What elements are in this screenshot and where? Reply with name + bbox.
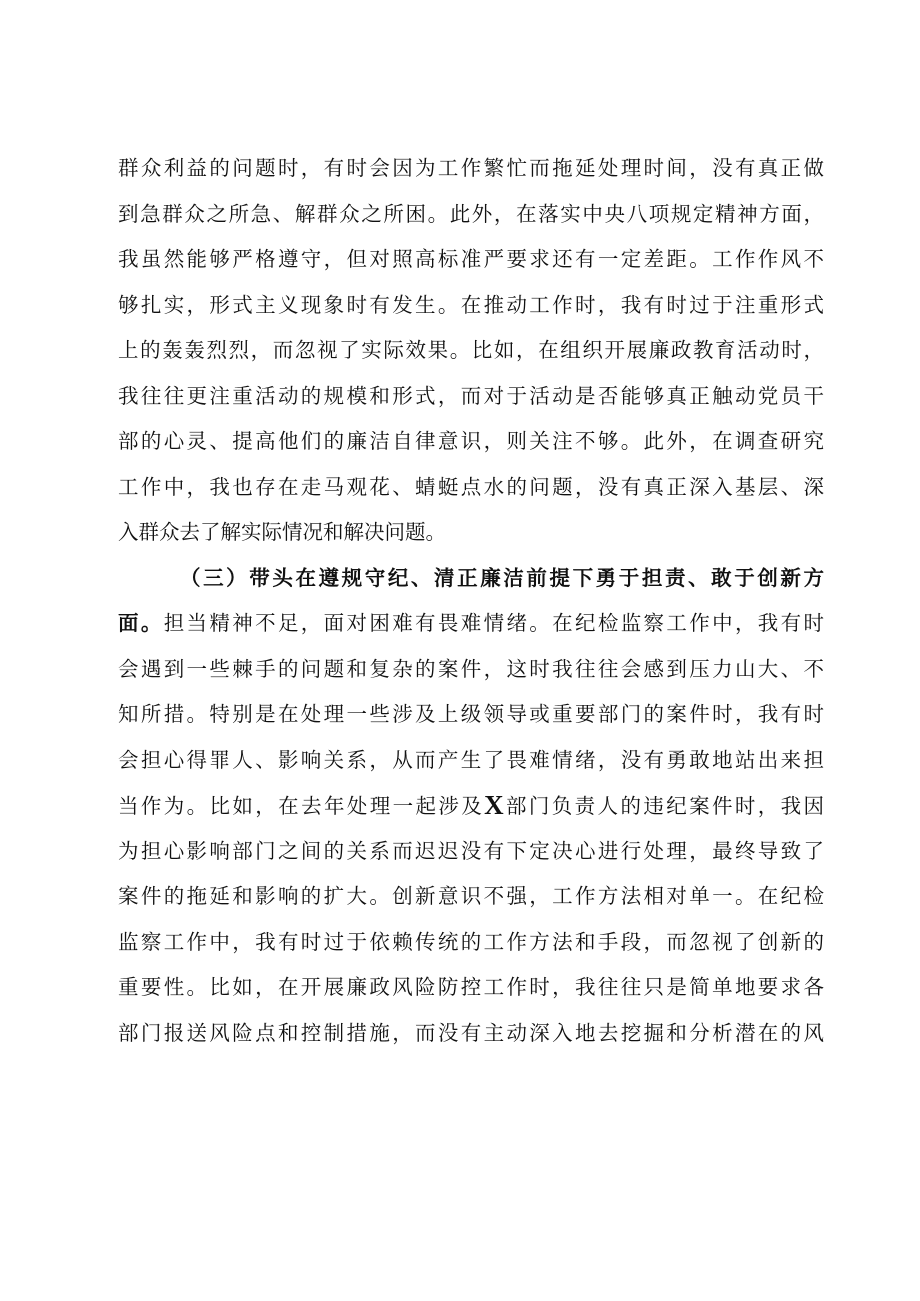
section-3-line-7: 为担心影响部门之间的关系而迟迟没有下定决心进行处理，最终导致了 [118, 838, 824, 863]
paragraph-1-line-1: 群众利益的问题时，有时会因为工作繁忙而拖延处理时间，没有真正做 [118, 156, 824, 180]
paragraph-1-line-2: 到急群众之所急、解群众之所困。此外，在落实中央八项规定精神方面， [118, 201, 824, 226]
paragraph-1-line-6: 我往往更注重活动的规模和形式，而对于活动是否能够真正触动党员干 [118, 383, 824, 408]
section-3-line-2-text: 担当精神不足，面对困难有畏难情绪。在纪检监察工作中，我有时 [163, 611, 825, 635]
paragraph-1-line-8: 工作中，我也存在走马观花、蜻蜓点水的问题，没有真正深入基层、深 [118, 474, 824, 499]
department-x-letter: X [484, 790, 504, 820]
section-3-heading-end: 面。 [118, 611, 164, 635]
section-3-line-2 [118, 605, 824, 641]
section-3-line-6 [118, 787, 824, 823]
paragraph-1-line-5: 上的轰轰烈烈，而忽视了实际效果。比如，在组织开展廉政教育活动时， [118, 338, 824, 362]
section-3-line-6-before: 当作为。比如，在去年处理一起涉及 [118, 794, 485, 818]
section-3-line-6-after: 部门负责人的违纪案件时，我因 [503, 794, 825, 818]
paragraph-1-line-7: 部的心灵、提高他们的廉洁自律意识，则关注不够。此外，在调查研究 [118, 429, 824, 453]
section-3-line-9: 监察工作中，我有时过于依赖传统的工作方法和手段，而忽视了创新的 [118, 929, 824, 954]
section-3-line-4: 知所措。特别是在处理一些涉及上级领导或重要部门的案件时，我有时 [118, 702, 824, 726]
section-3-heading: （三）带头在遵规守纪、清正廉洁前提下勇于担责、敢于创新方 [180, 565, 824, 590]
section-3-line-11: 部门报送风险点和控制措施，而没有主动深入地去挖掘和分析潜在的风 [118, 1020, 824, 1045]
paragraph-1-line-9: 入群众去了解实际情况和解决问题。 [118, 520, 446, 544]
paragraph-1-line-4: 够扎实，形式主义现象时有发生。在推动工作时，我有时过于注重形式 [118, 292, 824, 317]
section-3-line-3: 会遇到一些棘手的问题和复杂的案件，这时我往往会感到压力山大、不 [118, 656, 824, 681]
document-body [118, 150, 824, 1060]
section-3-line-8: 案件的拖延和影响的扩大。创新意识不强，工作方法相对单一。在纪检 [118, 884, 824, 908]
section-3-line-5: 会担心得罪人、影响关系，从而产生了畏难情绪，没有勇敢地站出来担 [118, 747, 824, 772]
section-3-line-10: 重要性。比如，在开展廉政风险防控工作时，我往往只是简单地要求各 [118, 975, 824, 999]
paragraph-1-line-3: 我虽然能够严格遵守，但对照高标准严要求还有一定差距。工作作风不 [118, 247, 824, 271]
